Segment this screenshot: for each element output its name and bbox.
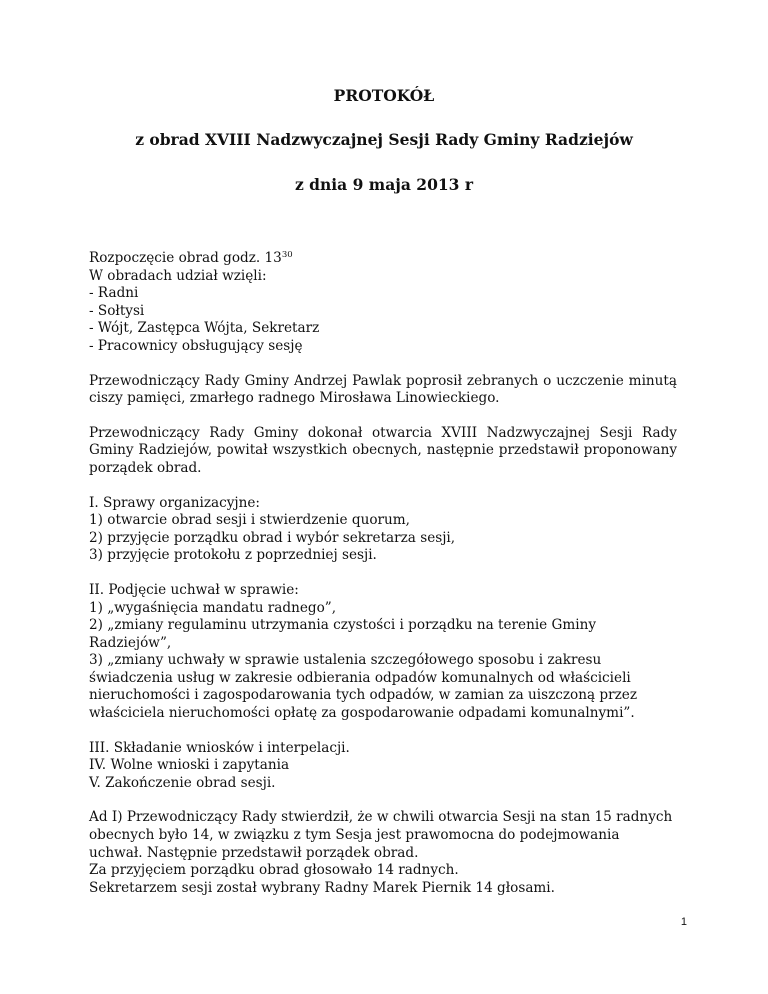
- agenda-vote-line: Za przyjęciem porządku obrad głosowało 14 radnych.: [89, 862, 459, 879]
- opening-block: [89, 250, 677, 356]
- session-opening-paragraph: Przewodniczący Rady Gminy dokonał otwarcia XVIII Nadzwyczajnej Sesji Rady Gminy Radziejów, powitał wszystkich obecnych, następnie przedstawił proponowany porządek obrad.: [89, 424, 677, 476]
- ad-1-block: [89, 809, 677, 897]
- document-header: [0, 86, 768, 194]
- document-title: PROTOKÓŁ: [333, 86, 435, 105]
- agenda-item: 2) „zmiany regulaminu utrzymania czystości i porządku na terenie Gminy Radziejów”,: [89, 617, 597, 651]
- agenda-section-title: II. Podjęcie uchwał w sprawie:: [89, 581, 299, 598]
- participant-item: - Wójt, Zastępca Wójta, Sekretarz: [89, 320, 320, 337]
- agenda-section-title: IV. Wolne wnioski i zapytania: [89, 757, 290, 774]
- agenda-item: 3) przyjęcie protokołu z poprzedniej sesji.: [89, 547, 377, 564]
- agenda-section-1: [89, 495, 677, 565]
- session-date: z dnia 9 maja 2013 r: [294, 175, 473, 194]
- start-time-text: Rozpoczęcie obrad godz. 13: [89, 250, 282, 266]
- agenda-item: 3) „zmiany uchwały w sprawie ustalenia szczegółowego sposobu i zakresu świadczenia usług w zakresie odbierania odpadów komunalnych od właścicieli nieruchomości i zagospodarowania tych odpadów, w zamian za uiszczoną przez właściciela nieruchomości opłatę za gospodarowanie odpadami komunalnymi”.: [89, 652, 637, 722]
- minute-of-silence-paragraph: Przewodniczący Rady Gminy Andrzej Pawlak poprosił zebranych o uczczenie minutą ciszy pamięci, zmarłego radnego Mirosława Linowieckiego.: [89, 372, 677, 407]
- document-body: [89, 250, 677, 914]
- page-number: 1: [680, 916, 687, 928]
- agenda-item: 2) przyjęcie porządku obrad i wybór sekretarza sesji,: [89, 529, 456, 546]
- quorum-paragraph: Ad I) Przewodniczący Rady stwierdził, że w chwili otwarcia Sesji na stan 15 radnych obecnych było 14, w związku z tym Sesja jest prawomocna do podejmowania uchwał. Następnie przedstawił porządek obrad.: [89, 809, 673, 861]
- start-time-minutes: 30: [281, 250, 293, 260]
- participant-item: - Radni: [89, 285, 139, 302]
- agenda-item: 1) otwarcie obrad sesji i stwierdzenie quorum,: [89, 512, 410, 529]
- agenda-section-title: V. Zakończenie obrad sesji.: [89, 774, 276, 791]
- participants-label: W obradach udział wzięli:: [89, 267, 267, 284]
- start-time: [89, 250, 677, 268]
- agenda-section-title: I. Sprawy organizacyjne:: [89, 494, 261, 511]
- secretary-line: Sekretarzem sesji został wybrany Radny Marek Piernik 14 głosami.: [89, 879, 555, 896]
- participant-item: - Sołtysi: [89, 302, 145, 319]
- agenda-item: 1) „wygaśnięcia mandatu radnego”,: [89, 599, 337, 616]
- participant-item: - Pracownicy obsługujący sesję: [89, 337, 303, 354]
- session-subtitle: z obrad XVIII Nadzwyczajnej Sesji Rady Gminy Radziejów: [135, 130, 633, 149]
- agenda-remaining-sections: [89, 740, 677, 793]
- agenda-section-2: [89, 582, 677, 723]
- agenda-section-title: III. Składanie wniosków i interpelacji.: [89, 739, 350, 756]
